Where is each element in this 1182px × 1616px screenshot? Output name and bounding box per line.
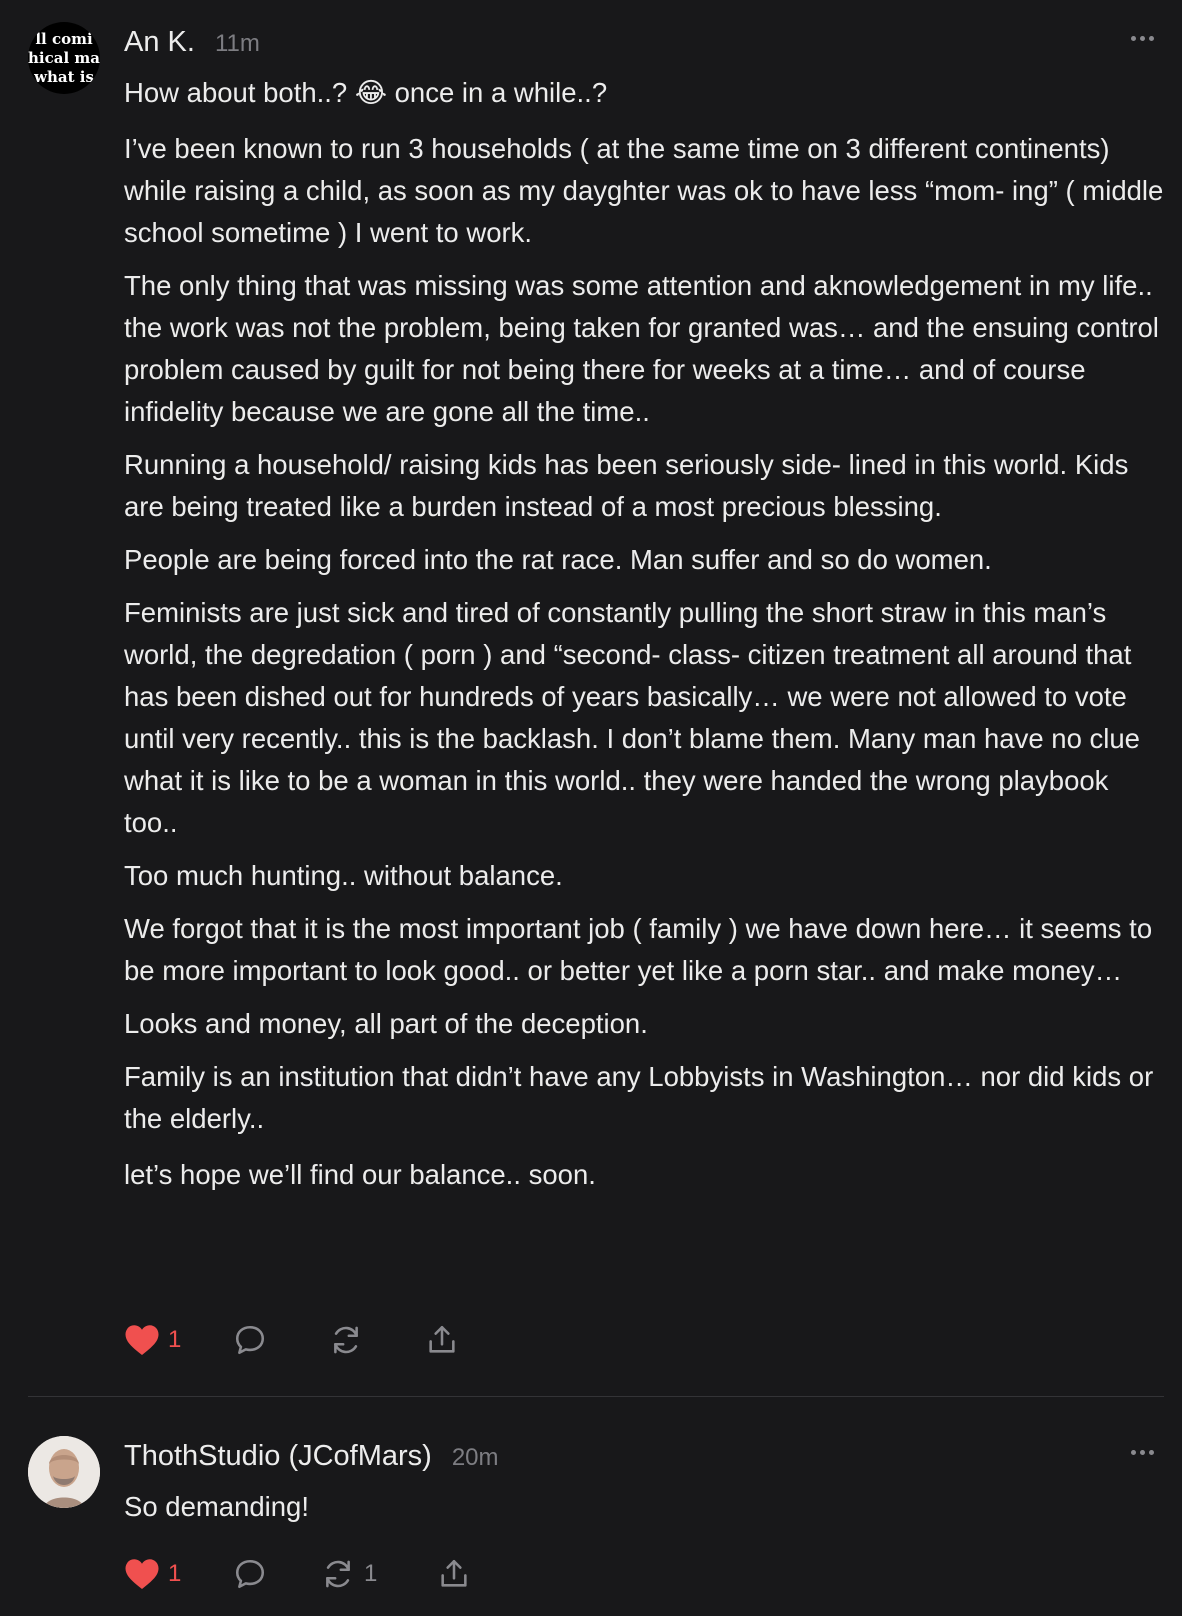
speech-bubble-icon [232,1557,268,1591]
post-paragraph: We forgot that it is the most important job ( family ) we have down here… it seems to be more important to look good.. or better yet like a porn star.. and make money… [124,913,1153,986]
share-upload-icon [436,1557,472,1591]
post-timestamp: 11m [214,30,260,57]
author-name[interactable]: ThothStudio (JCofMars) [124,1440,432,1472]
like-button[interactable] [124,1320,232,1360]
more-options-button[interactable] [1131,1450,1154,1455]
like-count: 1 [168,1326,182,1353]
avatar-text-line: ll comi [35,29,93,48]
post-timestamp: 20m [451,1444,499,1471]
post-paragraph: People are being forced into the rat race. Man suffer and so do women. [124,544,992,575]
post-paragraph: I’ve been known to run 3 households ( at the same time on 3 different continents) while raising a child, as soon as my dayghter was ok to have less “mom- ing” ( middle school sometime ) I went to work. [124,133,1164,248]
post-paragraph: Looks and money, all part of the deception. [124,1008,648,1039]
speech-bubble-icon [232,1323,268,1357]
post-actions [124,1554,496,1594]
repost-arrows-icon [328,1323,364,1357]
share-upload-icon [424,1323,460,1357]
post-body [124,1486,1164,1539]
post-paragraph: let’s hope we’ll find our balance.. soon. [124,1159,596,1190]
like-count: 1 [168,1560,182,1587]
reply-button[interactable] [232,1320,328,1360]
repost-count: 1 [364,1560,378,1587]
heart-filled-icon [124,1557,160,1591]
post-paragraph: How about both..? 😂 once in a while..? [124,77,608,108]
ellipsis-icon [1131,1450,1136,1455]
ellipsis-icon [1131,36,1136,41]
share-button[interactable] [436,1554,496,1594]
like-button[interactable] [124,1554,232,1594]
repost-arrows-icon [320,1557,356,1591]
post-body [124,72,1164,1207]
post-paragraph: Feminists are just sick and tired of constantly pulling the short straw in this man’s world, the degredation ( porn ) and “second- class- citizen treatment all around that has been dished out for hundreds of years basically… we were not allowed to vote until very recently.. this is the backlash. I don’t blame them. Many man have no clue what it is like to be a woman in this world.. they were handed the wrong playbook too.. [124,597,1140,838]
post-paragraph: Too much hunting.. without balance. [124,860,563,891]
author-name[interactable]: An K. [124,26,195,58]
repost-button[interactable] [328,1320,424,1360]
avatar[interactable] [28,1436,100,1508]
more-options-button[interactable] [1131,36,1154,41]
post-paragraph: The only thing that was missing was some attention and aknowledgement in my life.. the work was not the problem, being taken for granted was… and the ensuing control problem caused by guilt for not being there for weeks at a time… and of course infidelity because we are gone all the time.. [124,270,1159,427]
post-paragraph: Family is an institution that didn’t have any Lobbyists in Washington… nor did kids or the elderly.. [124,1061,1154,1134]
post-paragraph: So demanding! [124,1491,309,1522]
avatar[interactable] [28,22,100,94]
repost-button[interactable] [320,1554,436,1594]
reply-button[interactable] [232,1554,320,1594]
avatar-text-line: hical ma [28,48,100,67]
heart-filled-icon [124,1323,160,1357]
share-button[interactable] [424,1320,484,1360]
post-actions [124,1320,484,1360]
profile-photo-icon [28,1436,100,1508]
avatar-text-line: what is [34,67,94,86]
post-paragraph: Running a household/ raising kids has been seriously side- lined in this world. Kids are being treated like a burden instead of a most precious blessing. [124,449,1129,522]
post-divider [28,1396,1164,1397]
